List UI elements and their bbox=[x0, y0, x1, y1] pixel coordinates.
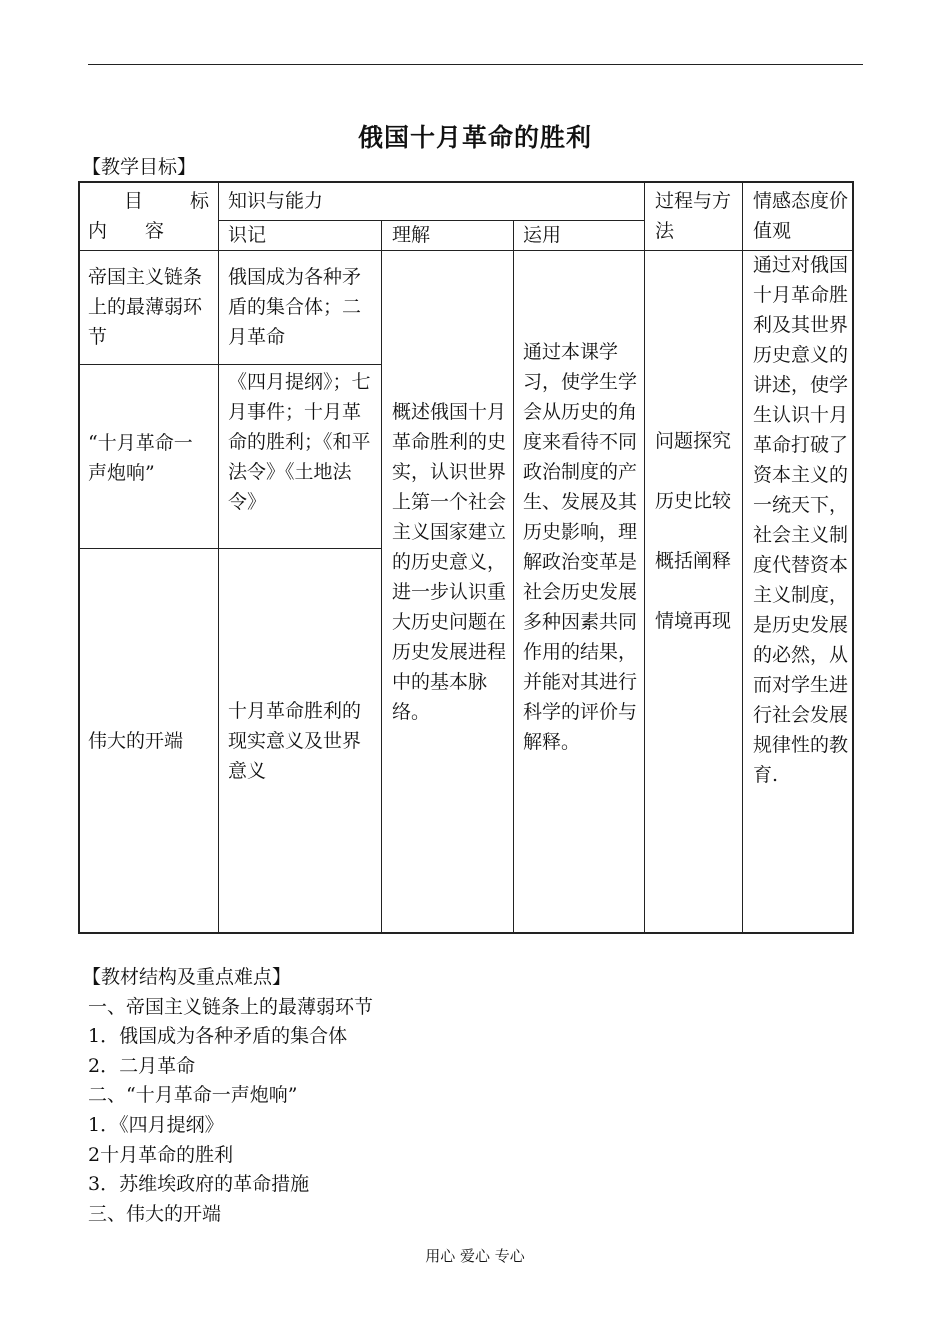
method-item: 情境再现 bbox=[655, 610, 732, 632]
col-divider-2 bbox=[381, 220, 382, 933]
row-1-remember: 俄国成为各种矛盾的集合体；二月革命 bbox=[228, 266, 362, 348]
header-remember: 识记 bbox=[228, 224, 267, 246]
row-3-remember: 十月革命胜利的现实意义及世界意义 bbox=[228, 700, 362, 782]
outline-item: 三、伟大的开端 bbox=[88, 1202, 222, 1225]
row-divider-1 bbox=[78, 364, 382, 365]
method-item: 问题探究 bbox=[655, 430, 732, 452]
table-border-right bbox=[852, 181, 854, 933]
outline-item: 一、帝国主义链条上的最薄弱环节 bbox=[88, 995, 374, 1018]
textbook-outline bbox=[82, 963, 374, 1229]
header-emotion: 情感态度价值观 bbox=[753, 190, 849, 242]
method-item: 历史比较 bbox=[655, 490, 732, 512]
outline-item: 3．苏维埃政府的革命措施 bbox=[88, 1173, 310, 1196]
goals-heading: 【教学目标】 bbox=[82, 156, 197, 178]
methods-list bbox=[655, 426, 735, 636]
row-2-content: “十月革命一声炮响” bbox=[88, 432, 193, 484]
col-divider-1 bbox=[218, 181, 219, 933]
emotion-text: 通过对俄国十月革命胜利及其世界历史意义的讲述，使学生认识十月革命打破了资本主义的一统天下，社会主义制度代替资本主义制度，是历史发展的必然，从而对学生进行社会发展规律性的教育. bbox=[753, 254, 849, 786]
header-understand: 理解 bbox=[392, 224, 431, 246]
row-3-content: 伟大的开端 bbox=[88, 730, 184, 752]
outline-item: 1．俄国成为各种矛盾的集合体 bbox=[88, 1025, 348, 1048]
header-process: 过程与方法 bbox=[655, 190, 732, 242]
outline-heading: 【教材结构及重点难点】 bbox=[82, 966, 292, 988]
outline-item: 2十月革命的胜利 bbox=[88, 1143, 234, 1166]
header-bottom-divider bbox=[78, 250, 854, 251]
table-border-left bbox=[78, 181, 80, 933]
understand-text: 概述俄国十月革命胜利的史实，认识世界上第一个社会主义国家建立的历史意义，进一步认识重大历史问题在历史发展进程中的基本脉络。 bbox=[392, 401, 507, 723]
outline-item: 2．二月革命 bbox=[88, 1054, 196, 1077]
row-2-remember: 《四月提纲》；七月事件；十月革命的胜利；《和平法令》《土地法令》 bbox=[228, 371, 371, 513]
col-divider-5 bbox=[742, 181, 743, 933]
apply-text: 通过本课学习，使学生学会从历史的角度来看待不同政治制度的产生、发展及其历史影响，理解政治变革是社会历史发展多种因素共同作用的结果，并能对其进行科学的评价与解释。 bbox=[523, 341, 638, 753]
col-divider-3 bbox=[513, 220, 514, 933]
outline-item: 1．《四月提纲》 bbox=[88, 1113, 224, 1136]
col-divider-4 bbox=[644, 181, 645, 933]
header-content: 内 容 bbox=[88, 220, 165, 242]
row-divider-2 bbox=[78, 548, 382, 549]
page-title: 俄国十月革命的胜利 bbox=[357, 123, 592, 152]
header-knowledge: 知识与能力 bbox=[228, 190, 324, 212]
page-footer: 用心 爱心 专心 bbox=[425, 1247, 525, 1265]
header-goal: 目 标 bbox=[124, 190, 209, 212]
outline-item: 二、“十月革命一声炮响” bbox=[88, 1084, 298, 1107]
table-border-bottom bbox=[78, 932, 854, 934]
header-apply: 运用 bbox=[523, 224, 562, 246]
method-item: 概括阐释 bbox=[655, 550, 732, 572]
row-1-content: 帝国主义链条上的最薄弱环节 bbox=[88, 266, 203, 348]
table-border-top bbox=[78, 181, 854, 183]
